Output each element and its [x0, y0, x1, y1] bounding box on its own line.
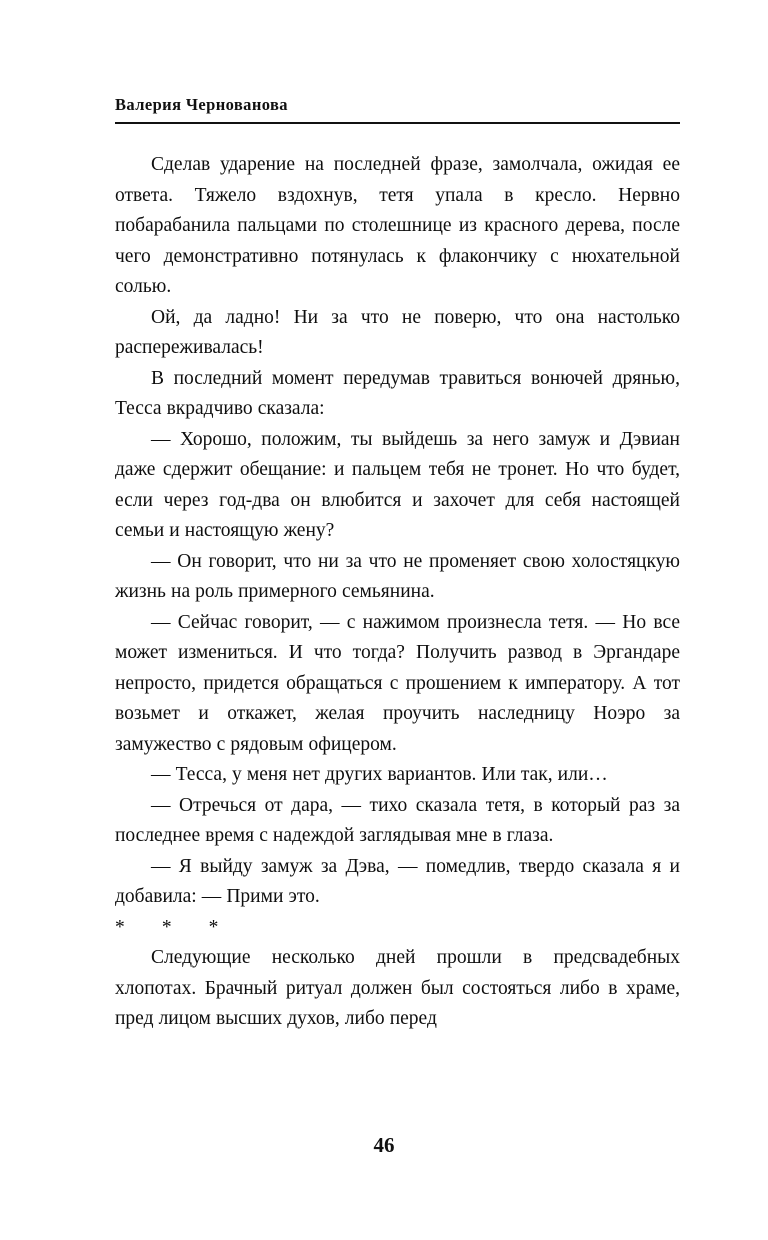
paragraph: — Отречься от дара, — тихо сказала тетя, в который раз за последнее время с надеждой заглядывая мне в глаза.: [115, 794, 680, 846]
paragraph: Сделав ударение на последней фразе, замолчала, ожидая ее ответа. Тяжело вздохнув, тетя упала в кресло. Нервно побарабанила пальцами по столешнице из красного дерева, после чего демонстративно потянулась к флакончику с нюхательной солью.: [115, 154, 680, 297]
body-text: [115, 150, 680, 1035]
scene-break: * * *: [115, 916, 235, 938]
paragraph: — Сейчас говорит, — с нажимом произнесла тетя. — Но все может измениться. И что тогда? Получить развод в Эргандаре непросто, придется обращаться с прошением к императору. А тот возьмет и откажет, желая проучить наследницу Ноэро за замужество с рядовым офицером.: [115, 611, 680, 755]
running-head: Валерия Чернованова: [115, 95, 680, 124]
paragraph: — Хорошо, положим, ты выйдешь за него замуж и Дэвиан даже сдержит обещание: и пальцем тебя не тронет. Но что будет, если через год-два он влюбится и захочет для себя настоящей семьи и настоящую жену?: [115, 428, 680, 541]
paragraph: — Я выйду замуж за Дэва, — помедлив, твердо сказала я и добавила: — Прими это.: [115, 855, 680, 907]
paragraph: Следующие несколько дней прошли в предсвадебных хлопотах. Брачный ритуал должен был состояться либо в храме, пред лицом высших духов, либо перед: [115, 947, 680, 1029]
page-number: 46: [373, 1133, 395, 1157]
paragraph: — Он говорит, что ни за что не променяет свою холостяцкую жизнь на роль примерного семьянина.: [115, 550, 680, 602]
paragraph: Ой, да ладно! Ни за что не поверю, что она настолько распереживалась!: [115, 306, 680, 358]
paragraph: В последний момент передумав травиться вонючей дрянью, Тесса вкрадчиво сказала:: [115, 367, 680, 419]
paragraph: — Тесса, у меня нет других вариантов. Или так, или…: [151, 764, 608, 785]
